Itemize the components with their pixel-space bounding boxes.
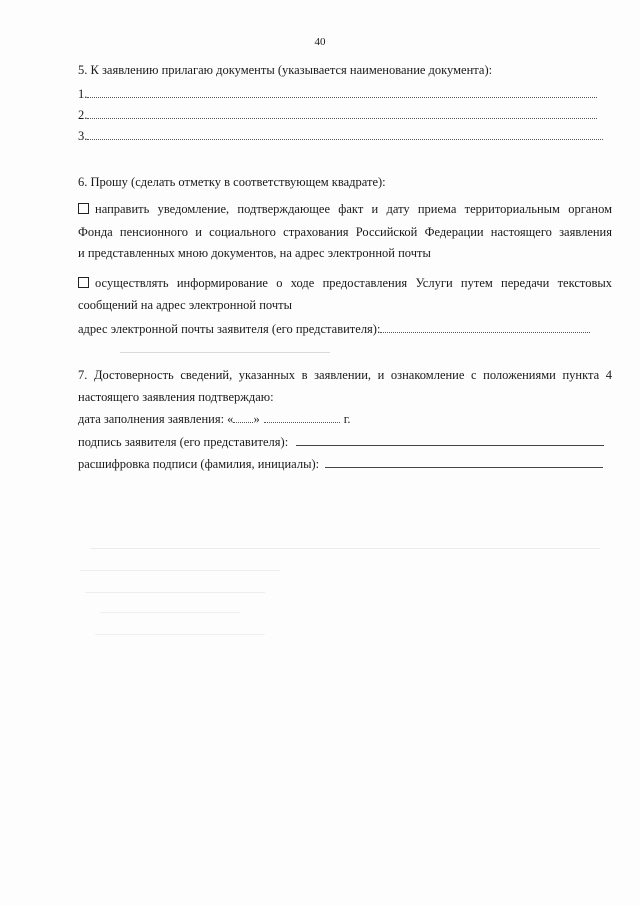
option1-line1: [78, 201, 612, 217]
option2-line1: [78, 275, 612, 291]
email-row: [78, 321, 590, 337]
option2-checkbox[interactable]: [78, 277, 89, 288]
attachment-item-3: [78, 128, 603, 144]
scan-artifact: [95, 634, 265, 635]
option2-line2: сообщений на адрес электронной почты: [78, 298, 292, 312]
date-close-quote: »: [253, 412, 260, 426]
option1-line2: Фонда пенсионного и социального страхования Российской Федерации настоящего заявления: [78, 225, 612, 239]
section5-heading: 5. К заявлению прилагаю документы (указывается наименование документа):: [78, 63, 493, 77]
date-day-field[interactable]: [233, 411, 253, 423]
transcript-field[interactable]: [325, 456, 603, 468]
attachment-item-1: [78, 86, 597, 102]
scan-artifact: [120, 352, 330, 353]
date-row: [78, 411, 351, 427]
attachment-item-1-number: 1.: [78, 87, 88, 101]
page-number: 40: [314, 36, 326, 48]
transcript-label: расшифровка подписи (фамилия, инициалы):: [78, 457, 320, 471]
option2-line1-text: осуществлять информирование о ходе предоставления Услуги путем передачи текстовых: [95, 276, 612, 290]
option1-line1-text: направить уведомление, подтверждающее факт и дату приема территориальным органом: [95, 202, 612, 216]
signature-field[interactable]: [296, 434, 604, 446]
attachment-item-1-field[interactable]: [87, 86, 597, 98]
section7-line1: 7. Достоверность сведений, указанных в заявлении, и ознакомление с положениями пункта 4: [78, 368, 612, 382]
option1-line3: и представленных мною документов, на адрес электронной почты: [78, 246, 431, 260]
attachment-item-3-number: 3.: [78, 129, 88, 143]
date-year-suffix: г.: [343, 412, 351, 426]
attachment-item-2-field[interactable]: [87, 107, 597, 119]
signature-label: подпись заявителя (его представителя):: [78, 435, 289, 449]
attachment-item-2-number: 2.: [78, 108, 88, 122]
attachment-item-3-field[interactable]: [87, 128, 603, 140]
scan-artifact: [100, 612, 240, 613]
date-label: дата заполнения заявления: «: [78, 412, 234, 426]
email-label: адрес электронной почты заявителя (его представителя):: [78, 322, 381, 336]
attachment-item-2: [78, 107, 597, 123]
section6-heading: 6. Прошу (сделать отметку в соответствующем квадрате):: [78, 175, 386, 189]
section7-line2: настоящего заявления подтверждаю:: [78, 390, 274, 404]
signature-row: [78, 434, 604, 450]
scan-artifact: [85, 592, 265, 593]
option1-checkbox[interactable]: [78, 203, 89, 214]
scan-artifact: [90, 548, 600, 549]
transcript-row: [78, 456, 603, 472]
date-month-field[interactable]: [264, 411, 340, 423]
scan-artifact: [80, 570, 280, 571]
email-field[interactable]: [380, 321, 590, 333]
